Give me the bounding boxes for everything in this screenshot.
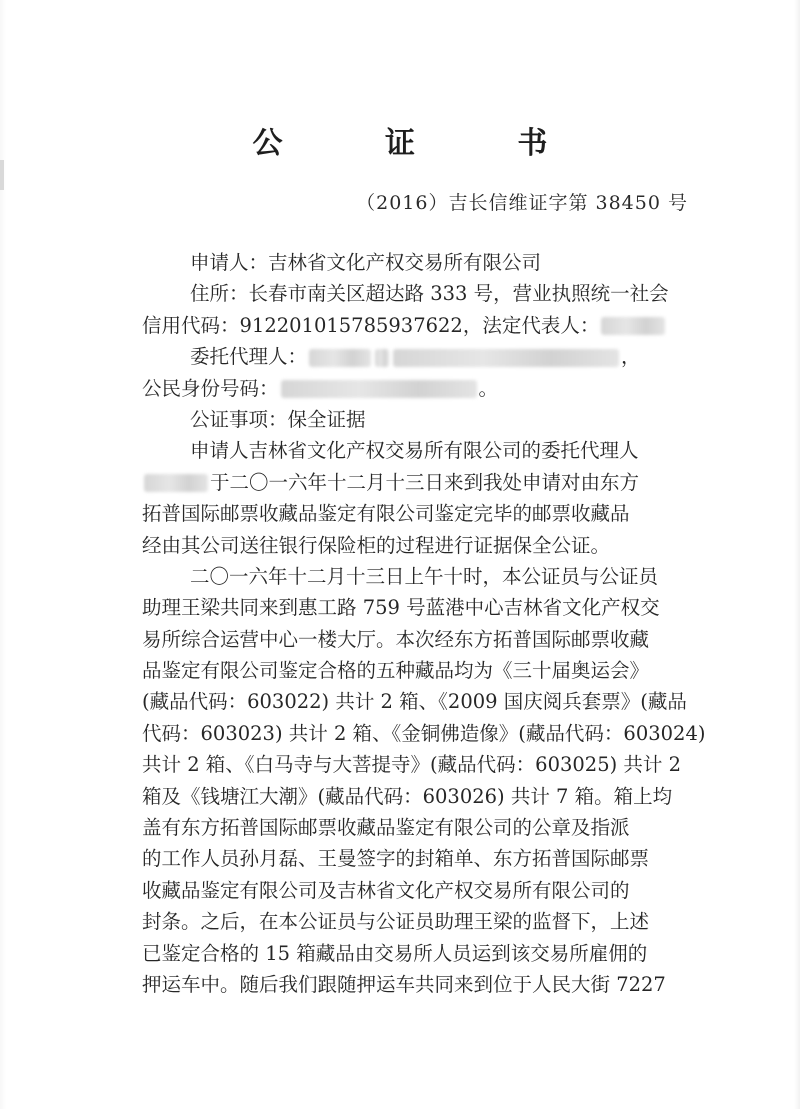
p2-line-8: 箱及《钱塘江大潮》(藏品代码：603026) 共计 7 箱。箱上均 xyxy=(142,784,673,808)
redacted-agent-ref xyxy=(144,474,208,492)
document-body xyxy=(142,247,706,1000)
p1-line-1: 申请人吉林省文化产权交易所有限公司的委托代理人 xyxy=(190,439,639,463)
p2-line-3: 易所综合运营中心一楼大厅。本次经东方拓普国际邮票收藏 xyxy=(142,627,650,651)
matter-line: 公证事项：保全证据 xyxy=(190,407,366,431)
p2-line-12: 封条。之后，在本公证员与公证员助理王梁的监督下，上述 xyxy=(142,910,650,934)
id-number-line xyxy=(142,373,690,404)
address-line-2 xyxy=(142,310,690,341)
p2-line-7: 共计 2 箱、《白马寺与大菩提寺》(藏品代码：603025) 共计 2 xyxy=(142,753,682,777)
redacted-agent-name-1 xyxy=(309,349,371,367)
p2-line-11: 收藏品鉴定有限公司及吉林省文化产权交易所有限公司的 xyxy=(142,878,630,902)
p1-line-4: 经由其公司送往银行保险柜的过程进行证据保全公证。 xyxy=(142,533,611,557)
p2-line-4: 品鉴定有限公司鉴定合格的五种藏品均为《三十届奥运会》 xyxy=(142,659,650,683)
redacted-legal-rep xyxy=(601,317,665,335)
agent-comma: ， xyxy=(621,345,641,369)
redacted-agent-name-2 xyxy=(393,349,619,367)
p2-line-1: 二〇一六年十二月十三日上午十时，本公证员与公证员 xyxy=(190,564,659,588)
p2-line-6: 代码：603023) 共计 2 箱、《金铜佛造像》(藏品代码：603024) xyxy=(142,721,706,745)
p2-line-13: 已鉴定合格的 15 箱藏品由交易所人员运到该交易所雇佣的 xyxy=(142,941,648,965)
scan-edge-mark xyxy=(0,160,4,190)
redacted-id-number xyxy=(281,380,477,398)
p1-line-2-text: 于二〇一六年十二月十三日来到我处申请对由东方 xyxy=(210,470,640,494)
address-line-1: 住所：长春市南关区超达路 333 号，营业执照统一社会 xyxy=(190,282,669,306)
redacted-agent-sep xyxy=(375,349,389,367)
applicant-name: 吉林省文化产权交易所有限公司 xyxy=(268,251,542,274)
p2-line-5: (藏品代码：603022) 共计 2 箱、《2009 国庆阅兵套票》(藏品 xyxy=(142,690,687,714)
applicant-label: 申请人： xyxy=(190,251,269,274)
document-number: （2016）吉长信维证字第 38450 号 xyxy=(356,192,688,214)
credit-code-text: 信用代码：912201015785937622，法定代表人： xyxy=(142,313,600,337)
p2-line-10: 的工作人员孙月磊、王曼签字的封箱单、东方拓普国际邮票 xyxy=(142,847,650,871)
p1-line-3: 拓普国际邮票收藏品鉴定有限公司鉴定完毕的邮票收藏品 xyxy=(142,502,630,526)
applicant-line xyxy=(142,247,690,278)
agent-line xyxy=(142,341,690,372)
p2-line-2: 助理王梁共同来到惠工路 759 号蓝港中心吉林省文化产权交 xyxy=(142,596,660,620)
id-end: 。 xyxy=(478,376,499,400)
p1-line-2 xyxy=(142,467,690,498)
p2-line-14: 押运车中。随后我们跟随押运车共同来到位于人民大街 7227 xyxy=(142,972,666,996)
id-label: 公民身份号码： xyxy=(142,376,279,400)
agent-label: 委托代理人： xyxy=(190,345,308,369)
p2-line-9: 盖有东方拓普国际邮票收藏品鉴定有限公司的公章及指派 xyxy=(142,816,630,840)
document-title: 公 证 书 xyxy=(252,126,594,161)
